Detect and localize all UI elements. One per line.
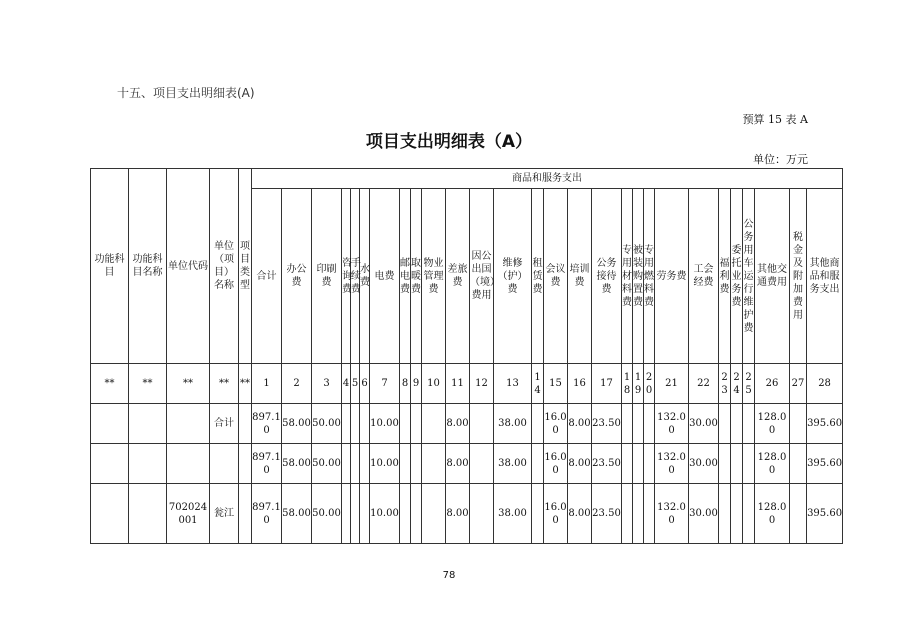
cell-value: 8.00 [446,484,470,544]
cell-value: 38.00 [494,484,532,544]
header-col-1: 合计 [252,189,282,364]
header-func: 功能科目 [91,169,129,364]
cell-value [411,484,422,544]
header-col-15: 会议费 [544,189,568,364]
index-num: 4 [342,364,351,404]
cell-func_name [129,404,167,444]
index-num: 10 [422,364,446,404]
index-num: 13 [494,364,532,404]
index-num: 18 [622,364,633,404]
header-col-19: 被装购置费 [633,189,644,364]
cell-func_name [129,484,167,544]
cell-value: 16.00 [544,404,568,444]
header-col-7: 电费 [370,189,400,364]
cell-name: 合计 [210,404,239,444]
header-col-6: 水费 [360,189,370,364]
index-num: 15 [544,364,568,404]
cell-value [422,404,446,444]
expense-table [90,168,843,544]
index-num: 28 [807,364,843,404]
cell-value [622,404,633,444]
cell-value [422,484,446,544]
cell-value: 23.50 [592,404,622,444]
cell-value: 58.00 [282,404,312,444]
cell-code [167,444,210,484]
header-col-13: 维修（护）费 [494,189,532,364]
cell-value: 395.60 [807,444,843,484]
cell-value: 50.00 [312,404,342,444]
index-num: 7 [370,364,400,404]
cell-value [342,404,351,444]
cell-value [532,404,544,444]
cell-value: 132.00 [655,444,689,484]
cell-value [532,444,544,484]
cell-func [91,404,129,444]
header-col-25: 公务用车运行维护费 [743,189,755,364]
cell-value: 897.10 [252,444,282,484]
unit-label: 单位：万元 [753,153,808,166]
cell-value [470,404,494,444]
index-num: 27 [790,364,807,404]
table-row [91,444,843,484]
cell-value [622,444,633,484]
cell-value: 10.00 [370,444,400,484]
form-number: 预算 15 表 A [742,113,808,126]
cell-value: 897.10 [252,404,282,444]
page-number: 78 [442,570,456,581]
header-unit-name: 单位（项目）名称 [210,169,239,364]
index-star: ** [129,364,167,404]
header-col-21: 劳务费 [655,189,689,364]
index-star: ** [210,364,239,404]
cell-value [400,444,411,484]
header-col-10: 物业管理费 [422,189,446,364]
cell-value: 8.00 [446,404,470,444]
cell-value: 8.00 [568,484,592,544]
index-num: 25 [743,364,755,404]
cell-value: 128.00 [755,484,790,544]
index-star: ** [167,364,210,404]
header-col-18: 专用材料费 [622,189,633,364]
index-num: 3 [312,364,342,404]
cell-value [719,444,731,484]
header-col-8: 邮电费 [400,189,411,364]
index-num: 20 [644,364,655,404]
cell-value [532,484,544,544]
cell-value [622,484,633,544]
cell-value [351,484,360,544]
header-col-12: 因公出国（境）费用 [470,189,494,364]
cell-value [400,484,411,544]
cell-name: 瓮江 [210,484,239,544]
index-num: 19 [633,364,644,404]
cell-value [351,404,360,444]
index-num: 21 [655,364,689,404]
cell-value: 30.00 [689,484,719,544]
header-group: 商品和服务支出 [252,169,843,189]
cell-value: 395.60 [807,484,843,544]
index-num: 2 [282,364,312,404]
cell-value [743,404,755,444]
index-num: 5 [351,364,360,404]
header-col-28: 其他商品和服务支出 [807,189,843,364]
cell-func [91,484,129,544]
cell-value: 897.10 [252,484,282,544]
cell-func_name [129,444,167,484]
cell-name [210,444,239,484]
header-col-27: 税金及附加费用 [790,189,807,364]
cell-value [719,404,731,444]
header-project-type: 项目类型 [239,169,252,364]
cell-type [239,484,252,544]
table-row [91,404,843,444]
cell-func [91,444,129,484]
index-num: 8 [400,364,411,404]
index-num: 11 [446,364,470,404]
index-num: 9 [411,364,422,404]
index-star: ** [239,364,252,404]
cell-value [633,444,644,484]
cell-value: 10.00 [370,404,400,444]
cell-value [743,484,755,544]
cell-value [422,444,446,484]
cell-value: 395.60 [807,404,843,444]
cell-value [644,484,655,544]
header-col-9: 取暖费 [411,189,422,364]
header-unit-code: 单位代码 [167,169,210,364]
header-col-5: 手续费 [351,189,360,364]
cell-type [239,404,252,444]
cell-value [411,404,422,444]
cell-value [470,444,494,484]
header-col-16: 培训费 [568,189,592,364]
header-col-17: 公务接待费 [592,189,622,364]
index-num: 17 [592,364,622,404]
cell-value: 50.00 [312,484,342,544]
cell-value [731,404,743,444]
cell-value [719,484,731,544]
cell-value: 8.00 [446,444,470,484]
cell-value [743,444,755,484]
cell-code: 702024001 [167,484,210,544]
cell-value [360,484,370,544]
cell-value: 58.00 [282,484,312,544]
cell-value [342,444,351,484]
cell-value: 50.00 [312,444,342,484]
cell-value: 30.00 [689,404,719,444]
header-func-name: 功能科目名称 [129,169,167,364]
header-col-23: 福利费 [719,189,731,364]
cell-value: 23.50 [592,444,622,484]
index-num: 24 [731,364,743,404]
index-num: 23 [719,364,731,404]
cell-value: 10.00 [370,484,400,544]
cell-value [731,484,743,544]
index-num: 14 [532,364,544,404]
table-row [91,484,843,544]
cell-value [470,484,494,544]
cell-value: 23.50 [592,484,622,544]
cell-value [360,444,370,484]
cell-value [790,484,807,544]
cell-value [411,444,422,484]
header-col-2: 办公费 [282,189,312,364]
cell-value [644,444,655,484]
header-col-20: 专用燃料费 [644,189,655,364]
cell-value: 128.00 [755,444,790,484]
cell-value [633,484,644,544]
header-col-4: 咨询费 [342,189,351,364]
index-num: 26 [755,364,790,404]
cell-value: 30.00 [689,444,719,484]
cell-value: 128.00 [755,404,790,444]
header-col-11: 差旅费 [446,189,470,364]
cell-type [239,444,252,484]
cell-value [644,404,655,444]
section-title: 十五、项目支出明细表(A) [117,86,255,100]
cell-value [360,404,370,444]
cell-value: 132.00 [655,404,689,444]
cell-value: 38.00 [494,404,532,444]
cell-value [633,404,644,444]
cell-value: 16.00 [544,484,568,544]
header-col-14: 租赁费 [532,189,544,364]
cell-value [342,484,351,544]
index-num: 1 [252,364,282,404]
cell-value: 8.00 [568,404,592,444]
cell-value [731,444,743,484]
index-num: 6 [360,364,370,404]
cell-value: 58.00 [282,444,312,484]
cell-value [790,404,807,444]
cell-value: 38.00 [494,444,532,484]
header-col-24: 委托业务费 [731,189,743,364]
page-title: 项目支出明细表（A） [365,132,533,152]
cell-value: 16.00 [544,444,568,484]
cell-value [400,404,411,444]
index-star: ** [91,364,129,404]
cell-value [351,444,360,484]
header-col-3: 印刷费 [312,189,342,364]
index-num: 12 [470,364,494,404]
header-col-22: 工会经费 [689,189,719,364]
cell-code [167,404,210,444]
index-num: 22 [689,364,719,404]
index-num: 16 [568,364,592,404]
header-col-26: 其他交通费用 [755,189,790,364]
cell-value: 132.00 [655,484,689,544]
cell-value [790,444,807,484]
cell-value: 8.00 [568,444,592,484]
